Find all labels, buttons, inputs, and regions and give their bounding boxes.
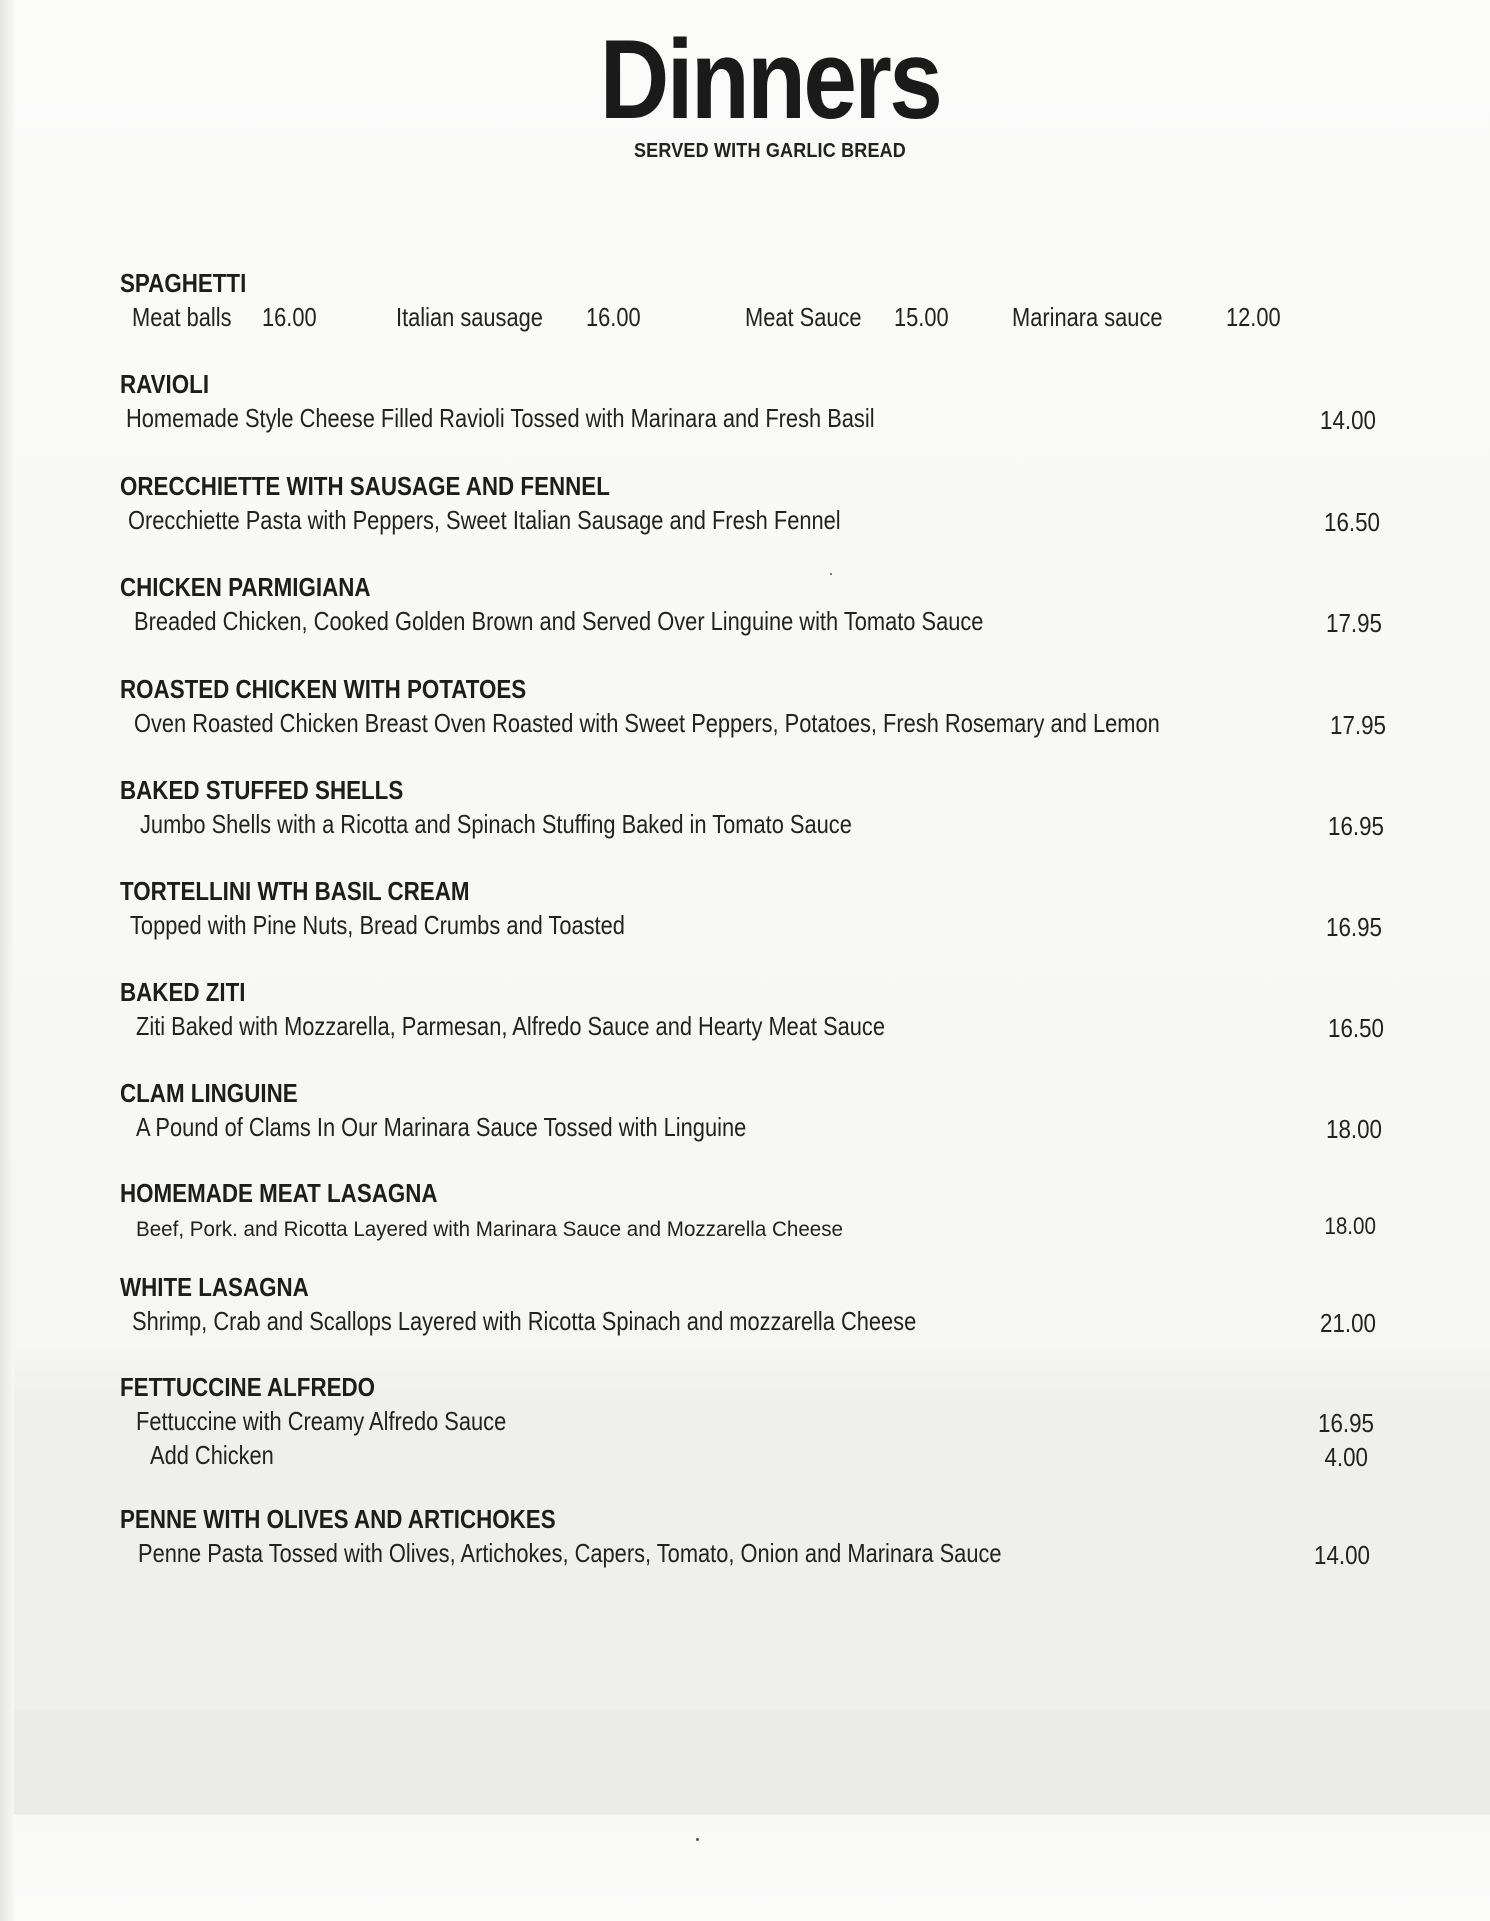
scan-shadow-band <box>14 1710 1490 1815</box>
spaghetti-options <box>120 300 1400 334</box>
item-price: 17.95 <box>1330 710 1386 740</box>
item-price: 14.00 <box>1314 1540 1370 1570</box>
item-price: 16.50 <box>1324 507 1380 537</box>
item-price: 16.95 <box>1328 811 1384 841</box>
item-price: 16.50 <box>1328 1013 1384 1043</box>
menu-item-white-lasagna <box>120 1270 1400 1338</box>
item-addon-price: 4.00 <box>1324 1442 1368 1472</box>
item-description: Breaded Chicken, Cooked Golden Brown and Served Over Linguine with Tomato Sauce <box>134 606 984 636</box>
item-description: Topped with Pine Nuts, Bread Crumbs and Toasted <box>130 910 625 940</box>
menu-item-spaghetti <box>120 266 1400 334</box>
menu-item-penne <box>120 1502 1400 1570</box>
item-addon: Add Chicken <box>150 1440 274 1470</box>
menu-item-orecchiette <box>120 469 1400 537</box>
menu-item-meat-lasagna <box>120 1176 1400 1244</box>
item-description: Shrimp, Crab and Scallops Layered with Ricotta Spinach and mozzarella Cheese <box>132 1306 917 1336</box>
option-label: Marinara sauce <box>1012 302 1163 332</box>
item-description: A Pound of Clams In Our Marinara Sauce Tossed with Linguine <box>136 1112 747 1142</box>
item-name: RAVIOLI <box>120 369 210 399</box>
item-description: Oven Roasted Chicken Breast Oven Roasted with Sweet Peppers, Potatoes, Fresh Rosemary and Lemon <box>134 708 1160 738</box>
option-label: Italian sausage <box>396 302 543 332</box>
page-edge-shadow <box>0 0 14 1921</box>
item-name: HOMEMADE MEAT LASAGNA <box>120 1178 438 1208</box>
item-description: Orecchiette Pasta with Peppers, Sweet Italian Sausage and Fresh Fennel <box>128 505 841 535</box>
item-name: FETTUCCINE ALFREDO <box>120 1372 376 1402</box>
item-price: 17.95 <box>1326 608 1382 638</box>
item-description: Jumbo Shells with a Ricotta and Spinach Stuffing Baked in Tomato Sauce <box>140 809 852 839</box>
item-price: 18.00 <box>1324 1213 1376 1240</box>
item-name: SPAGHETTI <box>120 268 247 298</box>
item-name: BAKED STUFFED SHELLS <box>120 775 404 805</box>
item-description: Beef, Pork. and Ricotta Layered with Marinara Sauce and Mozzarella Cheese <box>136 1218 843 1241</box>
item-description: Homemade Style Cheese Filled Ravioli Tossed with Marinara and Fresh Basil <box>126 403 875 433</box>
page-title: Dinners <box>599 17 941 142</box>
menu-item-roasted-chicken <box>120 672 1400 740</box>
item-description: Fettuccine with Creamy Alfredo Sauce <box>136 1406 507 1436</box>
option-price: 16.00 <box>262 302 317 332</box>
item-name: TORTELLINI WTH BASIL CREAM <box>120 876 470 906</box>
option-price: 15.00 <box>894 302 949 332</box>
menu-item-tortellini <box>120 874 1400 942</box>
item-name: CHICKEN PARMIGIANA <box>120 572 371 602</box>
item-name: CLAM LINGUINE <box>120 1078 298 1108</box>
menu-item-ravioli <box>120 367 1400 435</box>
menu-item-chicken-parmigiana <box>120 570 1400 638</box>
item-name: ORECCHIETTE WITH SAUSAGE AND FENNEL <box>120 471 610 501</box>
menu-item-clam-linguine <box>120 1076 1400 1144</box>
item-price: 14.00 <box>1320 405 1376 435</box>
menu-item-fettuccine-alfredo <box>120 1370 1400 1472</box>
item-name: ROASTED CHICKEN WITH POTATOES <box>120 674 527 704</box>
item-price: 16.95 <box>1318 1408 1374 1438</box>
menu-item-baked-stuffed-shells <box>120 773 1400 841</box>
item-price: 16.95 <box>1326 912 1382 942</box>
item-name: WHITE LASAGNA <box>120 1272 309 1302</box>
option-label: Meat balls <box>132 302 232 332</box>
item-name: PENNE WITH OLIVES AND ARTICHOKES <box>120 1504 556 1534</box>
item-price: 21.00 <box>1320 1308 1376 1338</box>
item-description: Penne Pasta Tossed with Olives, Artichokes, Capers, Tomato, Onion and Marinara Sauce <box>138 1538 1002 1568</box>
item-price: 18.00 <box>1326 1114 1382 1144</box>
item-name: BAKED ZITI <box>120 977 246 1007</box>
page-subtitle: SERVED WITH GARLIC BREAD <box>633 140 906 162</box>
item-description: Ziti Baked with Mozzarella, Parmesan, Alfredo Sauce and Hearty Meat Sauce <box>136 1011 885 1041</box>
scan-speck <box>696 1838 699 1841</box>
option-label: Meat Sauce <box>745 302 862 332</box>
option-price: 12.00 <box>1226 302 1281 332</box>
menu-item-baked-ziti <box>120 975 1400 1043</box>
scan-speck <box>830 573 832 575</box>
option-price: 16.00 <box>586 302 641 332</box>
